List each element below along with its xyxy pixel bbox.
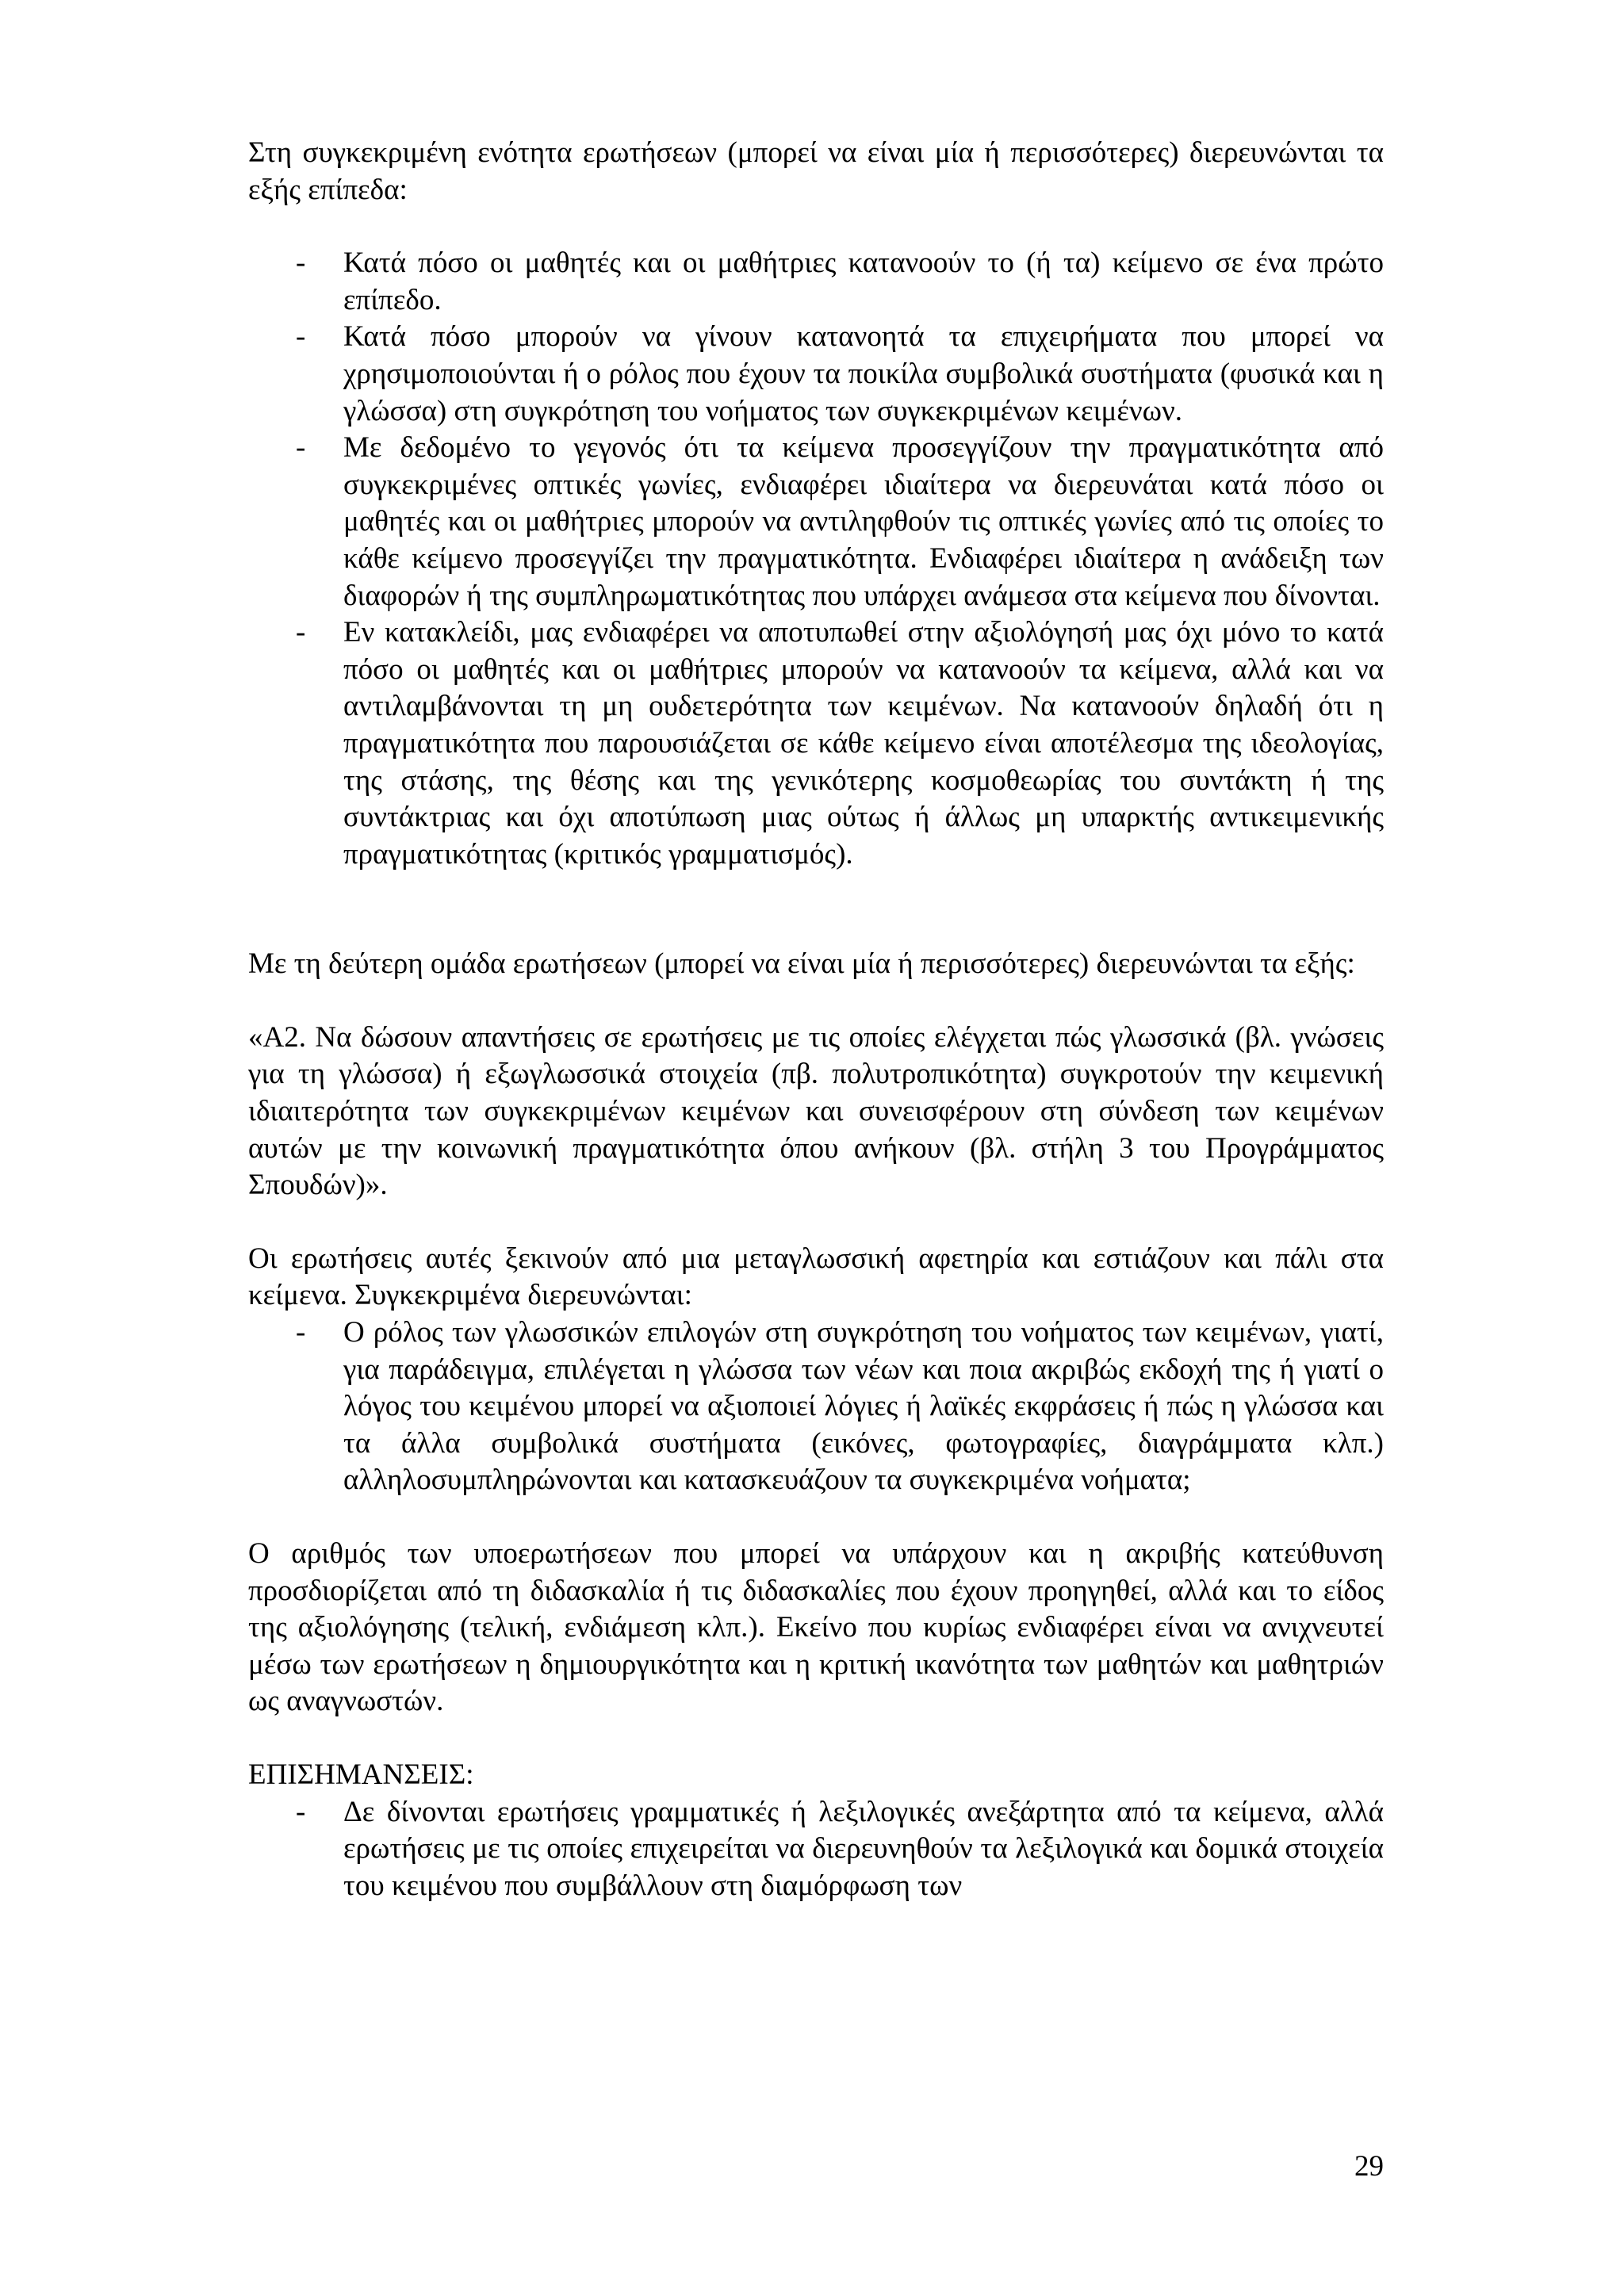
spacer bbox=[248, 1720, 1384, 1757]
list-item: - Δε δίνονται ερωτήσεις γραμματικές ή λεξιλογικές ανεξάρτητα από τα κείμενα, αλλά ερωτήσεις με τις οποίες επιχειρείται να διερευνηθούν τα λεξιλογικά και δομικά στοιχεία του κειμένου που συμβάλλουν στη διαμόρφωση των bbox=[248, 1794, 1384, 1905]
page-number: 29 bbox=[1354, 2150, 1384, 2183]
list-item: - Κατά πόσο μπορούν να γίνουν κατανοητά τα επιχειρήματα που μπορεί να χρησιμοποιούνται ή ο ρόλος που έχουν τα ποικίλα συμβολικά συστήματα (φυσικά και η γλώσσα) στη συγκρότηση του νοήματος των συγκεκριμένων κειμένων. bbox=[248, 319, 1384, 430]
page-body bbox=[248, 135, 1384, 1904]
list-item: - Εν κατακλείδι, μας ενδιαφέρει να αποτυπωθεί στην αξιολόγησή μας όχι μόνο το κατά πόσο οι μαθητές και οι μαθήτριες μπορούν να κατανοούν τα κείμενα, αλλά και να αντιλαμβάνονται τη μη ουδετερότητα των κειμένων. Να κατανοούν δηλαδή ότι η πραγματικότητα που παρουσιάζεται σε κάθε κείμενο είναι αποτέλεσμα της ιδεολογίας, της στάσης, της θέσης και της γενικότερης κοσμοθεωρίας του συντάκτη ή της συντάκτριας και όχι αποτύπωση μιας ούτως ή άλλως μη υπαρκτής αντικειμενικής πραγματικότητας (κριτικός γραμματισμός). bbox=[248, 614, 1384, 873]
spacer bbox=[248, 1204, 1384, 1241]
spacer bbox=[248, 873, 1384, 946]
list-item: - Με δεδομένο το γεγονός ότι τα κείμενα προσεγγίζουν την πραγματικότητα από συγκεκριμένες οπτικές γωνίες, ενδιαφέρει ιδιαίτερα να διερευνάται κατά πόσο οι μαθητές και οι μαθήτριες μπορούν να αντιληφθούν τις οπτικές γωνίες από τις οποίες το κάθε κείμενο προσεγγίζει την πραγματικότητα. Ενδιαφέρει ιδιαίτερα η ανάδειξη των διαφορών ή της συμπληρωματικότητας που υπάρχει ανάμεσα στα κείμενα που δίνονται. bbox=[248, 430, 1384, 614]
quote-a2: «Α2. Να δώσουν απαντήσεις σε ερωτήσεις με τις οποίες ελέγχεται πώς γλωσσικά (βλ. γνώσεις για τη γλώσσα) ή εξωγλωσσικά στοιχεία (πβ. πολυτροπικότητα) συγκροτούν την κειμενική ιδιαιτερότητα των συγκεκριμένων κειμένων και συνεισφέρουν στη σύνδεση των κειμένων αυτών με την κοινωνική πραγματικότητα όπου ανήκουν (βλ. στήλη 3 του Προγράμματος Σπουδών)». bbox=[248, 1020, 1384, 1202]
metalinguistic-paragraph: Οι ερωτήσεις αυτές ξεκινούν από μια μεταγλωσσική αφετηρία και εστιάζουν και πάλι στα κείμενα. Συγκεκριμένα διερευνώνται: bbox=[248, 1242, 1384, 1312]
list-item: - Ο ρόλος των γλωσσικών επιλογών στη συγκρότηση του νοήματος των κειμένων, γιατί, για παράδειγμα, επιλέγεται η γλώσσα των νέων και ποια ακριβώς εκδοχή της ή γιατί ο λόγος του κειμένου μπορεί να αξιοποιεί λόγιες ή λαϊκές εκφράσεις ή πώς η γλώσσα και τα άλλα συμβολικά συστήματα (εικόνες, φωτογραφίες, διαγράμματα κλπ.) αλληλοσυμπληρώνονται και κατασκευάζουν τα συγκεκριμένα νοήματα; bbox=[248, 1314, 1384, 1499]
intro-paragraph: Στη συγκεκριμένη ενότητα ερωτήσεων (μπορεί να είναι μία ή περισσότερες) διερευνώνται τα εξής επίπεδα: bbox=[248, 136, 1384, 206]
notes-bullet-list bbox=[248, 1794, 1384, 1905]
first-bullet-list bbox=[248, 245, 1384, 873]
spacer bbox=[248, 1499, 1384, 1536]
notes-heading: ΕΠΙΣΗΜΑΝΣΕΙΣ: bbox=[248, 1758, 474, 1791]
list-item: - Κατά πόσο οι μαθητές και οι μαθήτριες κατανοούν το (ή τα) κείμενο σε ένα πρώτο επίπεδο. bbox=[248, 245, 1384, 319]
subquestions-paragraph: Ο αριθμός των υποερωτήσεων που μπορεί να υπάρχουν και η ακριβής κατεύθυνση προσδιορίζεται από τη διδασκαλία ή τις διδασκαλίες που έχουν προηγηθεί, αλλά και το είδος της αξιολόγησης (τελική, ενδιάμεση κλπ.). Εκείνο που κυρίως ενδιαφέρει είναι να ανιχνευτεί μέσω των ερωτήσεων η δημιουργικότητα και η κριτική ικανότητα των μαθητών και μαθητριών ως αναγνωστών. bbox=[248, 1537, 1384, 1718]
second-bullet-list bbox=[248, 1314, 1384, 1499]
spacer bbox=[248, 983, 1384, 1020]
second-group-intro: Με τη δεύτερη ομάδα ερωτήσεων (μπορεί να είναι μία ή περισσότερες) διερευνώνται τα εξής: bbox=[248, 947, 1355, 981]
